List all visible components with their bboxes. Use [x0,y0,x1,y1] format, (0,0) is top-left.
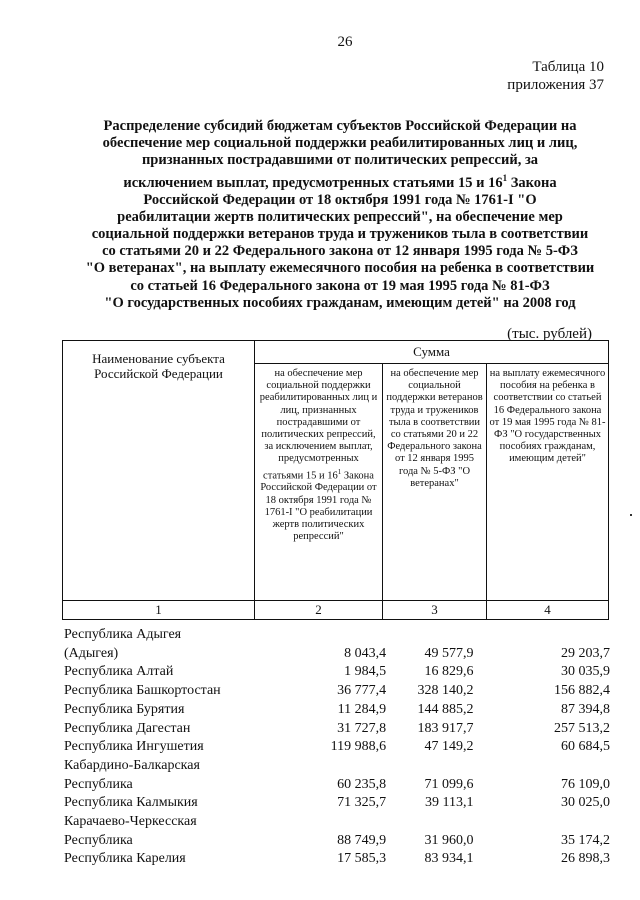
table-row [64,701,610,720]
page-number: 26 [337,34,353,50]
title-line-text: исключением выплат, предусмотренных статьями 15 и 16 [123,174,503,191]
title-line: обеспечение мер социальной поддержки реабилитированных лиц и лиц, [102,135,578,152]
value-child-benefit [474,757,611,776]
value-veterans: 71 099,6 [424,776,474,792]
region-name: Кабардино-Балкарская [64,757,200,773]
title-line: Распределение субсидий бюджетам субъектов Российской Федерации на [103,118,577,134]
value-child-benefit: 30 025,0 [561,795,610,811]
header-col-text: на обеспечение мер социальной поддержки реабилитированных лиц и лиц, признанных пострадавшими от политических репрессий, за исключением выплат, предусмотренных статьями 15 и 16 [259,368,378,482]
region-name: Республика Адыгея [64,627,182,642]
title-line: Российской Федерации от 18 октября 1991 года № 1761-I "О [143,191,537,208]
header-num-1: 1 [63,601,255,620]
value-veterans: 183 917,7 [417,720,474,736]
value-veterans: 39 113,1 [425,795,474,811]
document-title [50,118,630,312]
header-num-2: 2 [255,601,383,620]
table-row [64,850,610,869]
value-veterans: 144 885,2 [417,701,474,717]
region-name: Республика [64,832,133,848]
value-repressed: 1 984,5 [344,664,387,680]
value-child-benefit: 30 035,9 [561,664,610,680]
table-number: Таблица 10 [532,59,604,75]
value-repressed [246,626,386,645]
header-col-text-tail: Закона Российской Федерации от 18 октября 1991 года № 1761-I "О реабилитации жертв политических репрессий" [260,470,377,543]
value-repressed: 88 749,9 [337,832,387,848]
value-child-benefit [474,626,611,645]
title-line-tail: Закона [507,174,557,191]
value-veterans: 83 934,1 [424,851,474,867]
table-row [64,776,610,795]
appendix-number: приложения 37 [507,77,604,93]
table-row [64,626,610,645]
title-line: признанных пострадавшими от политических репрессий, за [141,152,539,169]
table-row [64,738,610,757]
region-name: Республика Ингушетия [64,739,204,755]
value-child-benefit: 257 513,2 [554,720,610,736]
title-line: со статьей 16 Федерального закона от 19 мая 1995 года № 81-ФЗ [130,277,550,294]
header-col-veterans: на обеспечение мер социальной поддержки ветеранов труда и тружеников тыла в соответствии со статьями 20 и 22 Федерального закона от 12 января 1995 года № 5-ФЗ "О ветеранах" [383,364,487,601]
value-child-benefit [474,813,611,832]
value-child-benefit: 60 684,5 [561,739,610,755]
title-line: реабилитации жертв политических репрессий", на обеспечение мер [117,208,563,225]
value-repressed: 36 777,4 [337,683,387,699]
table-row [64,794,610,813]
value-repressed: 11 284,9 [337,701,387,717]
value-repressed: 17 585,3 [337,851,387,867]
scan-speck [630,514,632,516]
value-repressed [246,757,386,776]
title-line: со статьями 20 и 22 Федерального закона от 12 января 1995 года № 5-ФЗ [102,243,578,260]
header-num-3: 3 [383,601,487,620]
value-child-benefit: 35 174,2 [561,832,610,848]
title-line: "О ветеранах", на выплату ежемесячного пособия на ребенка в соответствии [85,260,595,277]
value-veterans: 49 577,9 [424,645,474,661]
region-name: Карачаево-Черкесская [64,814,197,830]
table-row [64,720,610,739]
region-name: (Адыгея) [64,645,119,661]
value-repressed: 31 727,8 [337,720,387,736]
region-name: Республика Башкортостан [64,683,221,699]
value-veterans [386,813,473,832]
units-label: (тыс. рублей) [507,326,592,342]
title-line [50,170,630,192]
value-veterans: 16 829,6 [424,664,474,680]
region-name: Республика [64,776,133,792]
table-reference [507,58,604,94]
value-veterans: 47 149,2 [424,739,474,755]
table-row [64,813,610,832]
header-region-name: Наименование субъекта Российской Федерации [63,341,255,601]
table-header [62,340,609,620]
table-body [64,626,610,869]
value-veterans: 31 960,0 [424,832,474,848]
header-col-repressed [255,364,383,601]
value-child-benefit: 29 203,7 [561,645,610,661]
value-veterans [386,757,473,776]
table-row [64,645,610,664]
table-row [64,663,610,682]
value-repressed: 8 043,4 [344,645,387,661]
value-child-benefit: 156 882,4 [554,683,610,699]
region-name: Республика Дагестан [64,720,191,736]
region-name: Республика Карелия [64,851,186,867]
table-row [64,682,610,701]
value-repressed: 60 235,8 [337,776,387,792]
value-repressed: 119 988,6 [330,739,387,755]
value-veterans: 328 140,2 [417,683,474,699]
value-child-benefit: 76 109,0 [561,776,610,792]
value-child-benefit: 26 898,3 [561,851,610,867]
table-row [64,757,610,776]
title-line: социальной поддержки ветеранов труда и тружеников тыла в соответствии [91,226,589,243]
title-line: "О государственных пособиях гражданам, имеющим детей" на 2008 год [104,294,576,311]
footnote-marker: 1 [337,467,342,476]
table-row [64,832,610,851]
value-repressed [246,813,386,832]
value-veterans [386,626,473,645]
header-num-4: 4 [487,601,609,620]
region-name: Республика Калмыкия [64,795,198,811]
value-repressed: 71 325,7 [337,795,387,811]
region-name: Республика Бурятия [64,701,185,717]
footnote-marker: 1 [502,172,508,183]
value-child-benefit: 87 394,8 [561,701,610,717]
region-name: Республика Алтай [64,664,174,680]
header-col-child-benefit: на выплату ежемесячного пособия на ребенка в соответствии со статьей 16 Федерального закона от 19 мая 1995 года № 81-ФЗ "О государственных пособиях гражданам, имеющим детей" [487,364,609,601]
header-sum: Сумма [255,341,609,364]
